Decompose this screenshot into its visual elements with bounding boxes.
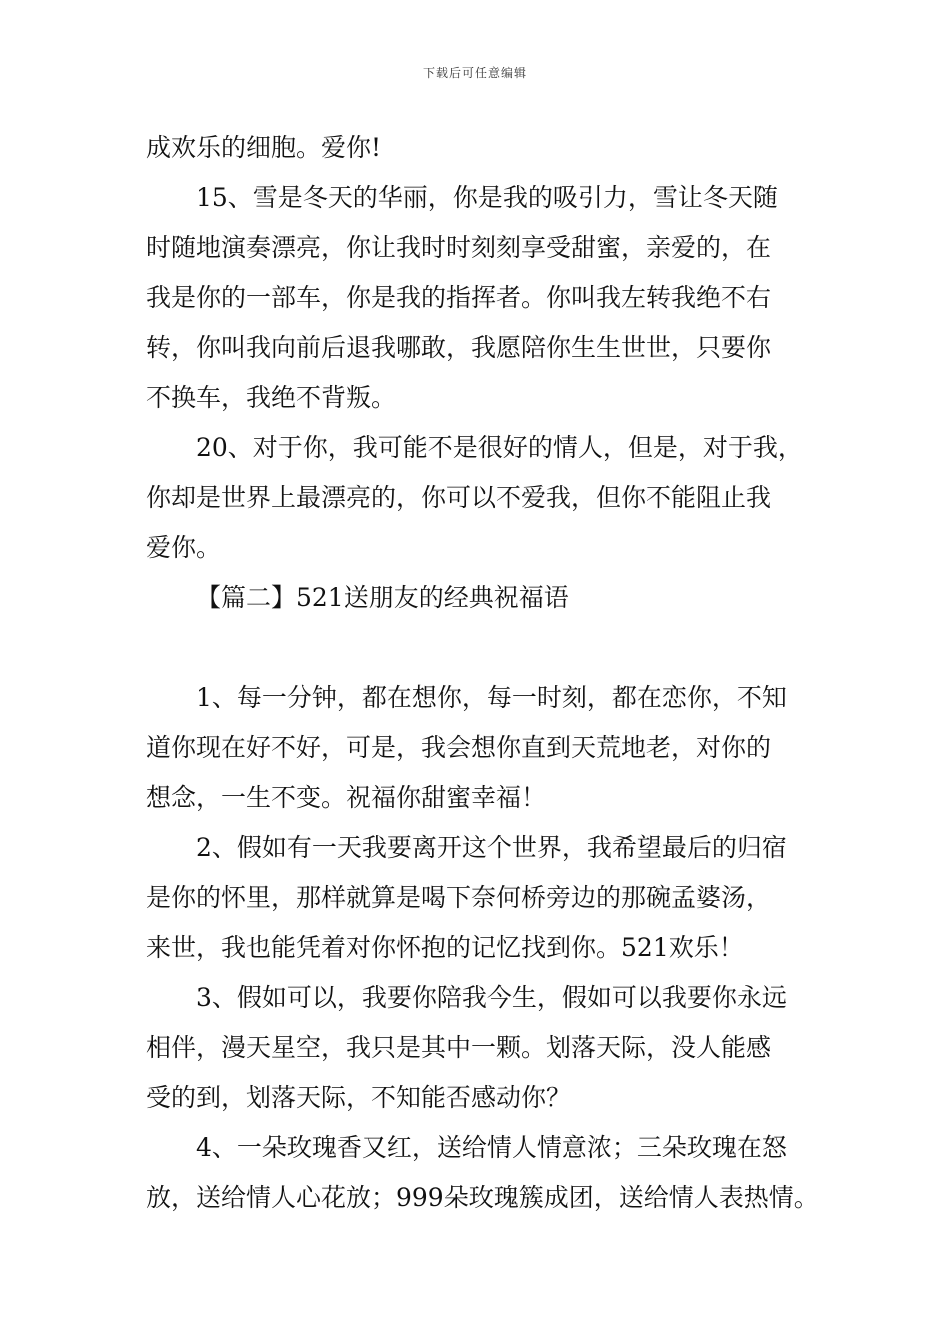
text-line: 你却是世界上最漂亮的，你可以不爱我，但你不能阻止我 bbox=[146, 483, 772, 512]
paragraph-start-2: 2、假如有一天我要离开这个世界，我希望最后的归宿 bbox=[196, 833, 787, 862]
blank-spacer bbox=[146, 623, 836, 673]
text-line: 是你的怀里，那样就算是喝下奈何桥旁边的那碗孟婆汤， bbox=[146, 883, 772, 912]
document-body bbox=[146, 123, 836, 1223]
text-line: 时随地演奏漂亮，你让我时时刻刻享受甜蜜，亲爱的，在 bbox=[146, 233, 772, 262]
paragraph-start-4: 4、一朵玫瑰香又红，送给情人情意浓；三朵玫瑰在怒 bbox=[196, 1133, 787, 1162]
text-line: 不换车，我绝不背叛。 bbox=[146, 383, 397, 412]
text-line: 受的到，划落天际，不知能否感动你？ bbox=[146, 1083, 572, 1112]
text-line: 来世，我也能凭着对你怀抱的记忆找到你。521欢乐！ bbox=[146, 933, 744, 962]
text-line: 成欢乐的细胞。爱你! bbox=[146, 133, 382, 162]
section-heading: 【篇二】521送朋友的经典祝福语 bbox=[196, 583, 569, 612]
text-line: 想念，一生不变。祝福你甜蜜幸福！ bbox=[146, 783, 547, 812]
paragraph-start-3: 3、假如可以，我要你陪我今生，假如可以我要你永远 bbox=[196, 983, 787, 1012]
page-header-note: 下载后可任意编辑 bbox=[422, 66, 527, 80]
text-line: 我是你的一部车，你是我的指挥者。你叫我左转我绝不右 bbox=[146, 283, 772, 312]
paragraph-start-20: 20、对于你，我可能不是很好的情人，但是，对于我， bbox=[196, 433, 803, 462]
text-line: 转，你叫我向前后退我哪敢，我愿陪你生生世世，只要你 bbox=[146, 333, 772, 362]
text-line: 爱你。 bbox=[146, 533, 222, 562]
text-line: 放，送给情人心花放；999朵玫瑰簇成团，送给情人表热情。 bbox=[146, 1183, 819, 1212]
paragraph-start-1: 1、每一分钟，都在想你，每一时刻，都在恋你，不知 bbox=[196, 683, 787, 712]
text-line: 相伴，漫天星空，我只是其中一颗。划落天际，没人能感 bbox=[146, 1033, 772, 1062]
text-line: 道你现在好不好，可是，我会想你直到天荒地老，对你的 bbox=[146, 733, 772, 762]
paragraph-start-15: 15、雪是冬天的华丽，你是我的吸引力，雪让冬天随 bbox=[196, 183, 778, 212]
